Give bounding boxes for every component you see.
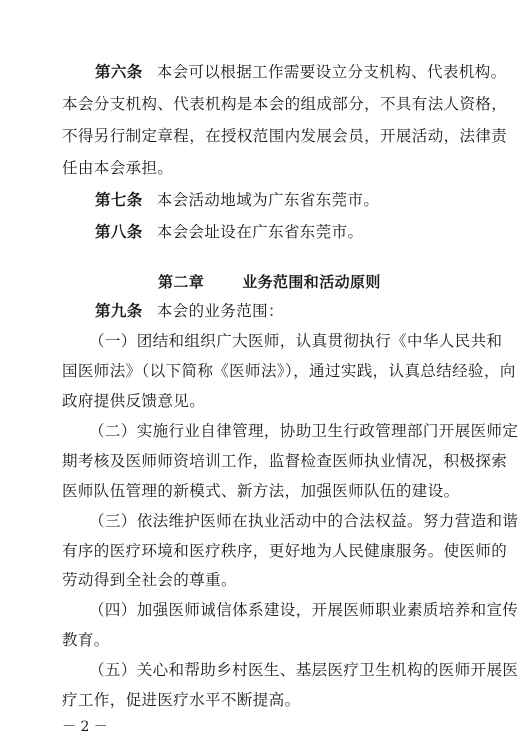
article-7-text: 本会活动地域为广东省东莞市。 (156, 191, 380, 209)
item-1-line-1: （一）团结和组织广大医师，认真贯彻执行《中华人民共和 (89, 332, 503, 351)
item-3-line-3: 劳动得到全社会的尊重。 (62, 571, 237, 590)
article-9-text: 本会的业务范围： (156, 302, 284, 321)
chapter-title: 业务范围和活动原则 (242, 273, 381, 291)
article-6-line-3: 不得另行制定章程，在授权范围内发展会员，开展活动，法律责 (62, 127, 508, 145)
item-1-line-3: 政府提供反馈意见。 (62, 392, 206, 411)
item-3-line-1: （三）依法维护医师在执业活动中的合法权益。努力营造和谐 (89, 511, 519, 530)
chapter-number: 第二章 (158, 273, 205, 291)
article-8 (95, 222, 363, 242)
item-3-line-2: 有序的医疗环境和医疗秩序，更好地为人民健康服务。使医师的 (62, 541, 508, 560)
chapter-heading (158, 272, 381, 292)
article-8-text: 本会会址设在广东省东莞市。 (156, 223, 364, 241)
article-7-heading: 第七条 (95, 190, 143, 209)
article-7 (95, 190, 379, 210)
item-2-line-1: （二）实施行业自律管理，协助卫生行政管理部门开展医师定 (89, 421, 519, 440)
article-6-text: 本会可以根据工作需要设立分支机构、代表机构。 (156, 63, 507, 81)
article-9 (95, 301, 284, 321)
item-5-line-1: （五）关心和帮助乡村医生、基层医疗卫生机构的医师开展医 (89, 661, 519, 680)
article-9-heading: 第九条 (95, 301, 143, 321)
page-number: － 2 － (62, 719, 108, 735)
item-4-line-2: 教育。 (62, 631, 110, 650)
item-4-line-1: （四）加强医师诚信体系建设，开展医师职业素质培养和宣传 (89, 601, 519, 620)
article-6-heading: 第六条 (95, 62, 143, 81)
item-2-line-2: 期考核及医师师资培训工作，监督检查医师执业情况，积极探索 (62, 451, 508, 470)
article-6-line-1 (95, 62, 507, 82)
item-2-line-3: 医师队伍管理的新模式、新方法，加强医师队伍的建设。 (62, 481, 460, 500)
article-8-heading: 第八条 (95, 222, 143, 241)
item-5-line-2: 疗工作，促进医疗水平不断提高。 (62, 691, 301, 709)
article-6-line-4: 任由本会承担。 (62, 159, 174, 177)
article-6-line-2: 本会分支机构、代表机构是本会的组成部分，不具有法人资格， (62, 95, 508, 113)
item-1-line-2: 国医师法》（以下简称《医师法》），通过实践，认真总结经验，向 (62, 362, 516, 381)
